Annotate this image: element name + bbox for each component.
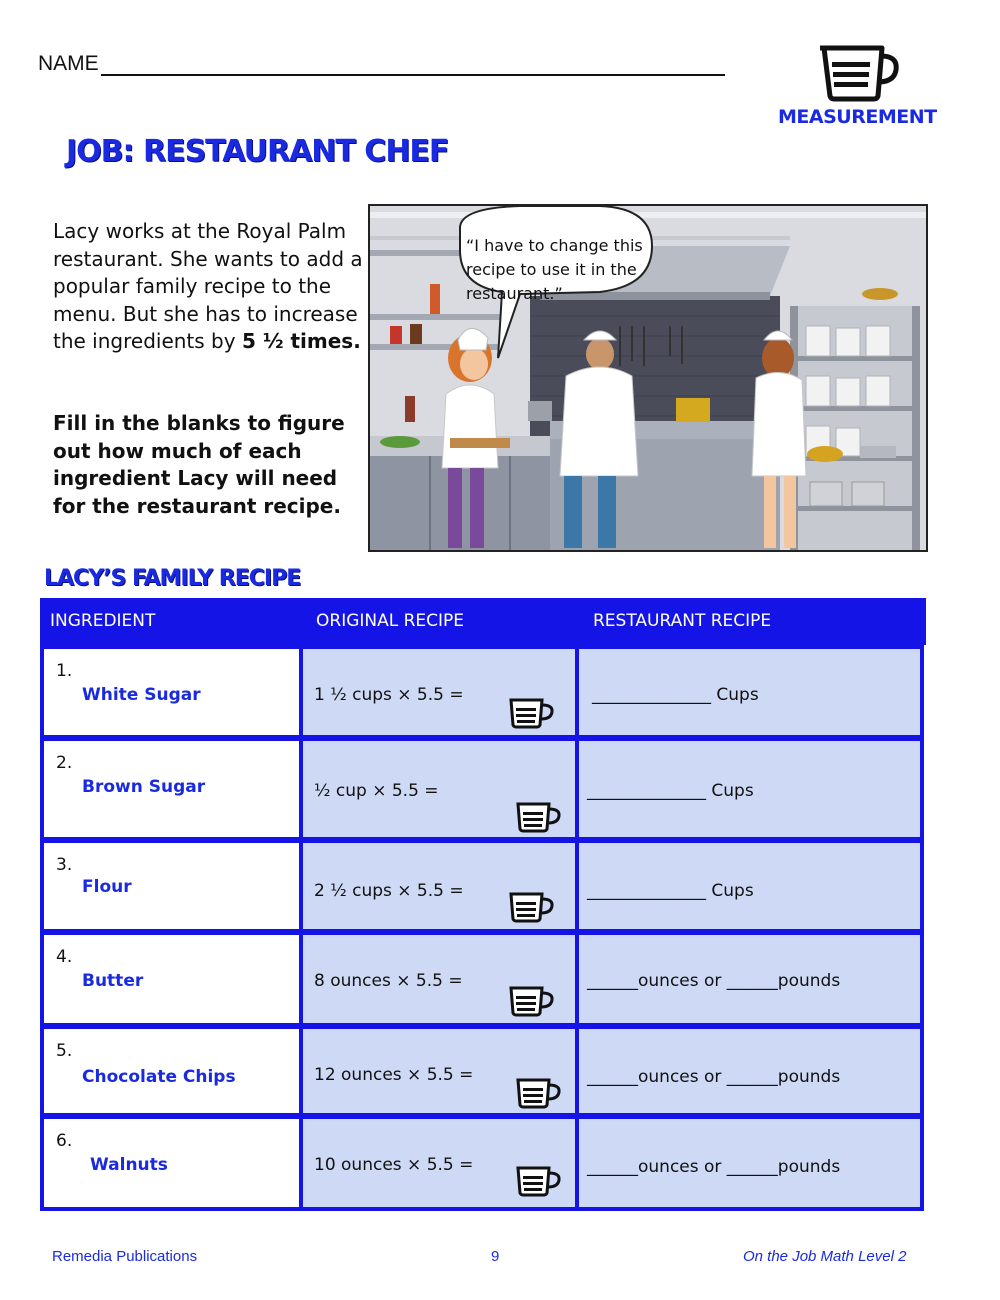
table-row: [44, 1029, 299, 1113]
original-amount-cell: [303, 1029, 575, 1113]
original-amount: 12 ounces × 5.5 =: [314, 1065, 474, 1085]
measuring-cup-icon: [515, 1077, 563, 1109]
restaurant-amount-blank[interactable]: ______________ Cups: [592, 685, 759, 705]
table-row: [44, 1119, 299, 1207]
row-number: 2.: [56, 753, 73, 773]
restaurant-amount-cell[interactable]: [579, 649, 920, 735]
instruction-text: Fill in the blanks to figure out how much of each ingredient Lacy will need for the restaurant recipe.: [53, 411, 345, 518]
restaurant-amount-blank[interactable]: ______ounces or ______pounds: [587, 1067, 841, 1087]
recipe-title: LACY’S FAMILY RECIPE: [44, 566, 301, 591]
measuring-cup-icon: [508, 985, 556, 1017]
speech-bubble-text: “I have to change this recipe to use it in the restaurant.”: [466, 236, 643, 303]
measuring-cup-icon: [515, 801, 563, 833]
table-row: [44, 935, 299, 1023]
original-amount-cell: [303, 935, 575, 1023]
table-row: [44, 649, 299, 735]
restaurant-amount-cell[interactable]: [579, 843, 920, 929]
restaurant-amount-cell[interactable]: [579, 741, 920, 837]
intro-paragraph: [53, 218, 363, 356]
original-amount: 8 ounces × 5.5 =: [314, 971, 463, 991]
recipe-table: [40, 645, 924, 1211]
original-amount: 2 ½ cups × 5.5 =: [314, 881, 464, 901]
intro-text: Lacy works at the Royal Palm restaurant. She wants to add a popular family recipe to the menu. But she has to increase the ingredients by: [53, 219, 363, 353]
row-number: 5.: [56, 1041, 73, 1061]
measuring-cup-icon: [515, 1165, 563, 1197]
kitchen-illustration: [368, 204, 928, 552]
ingredient-name: Butter: [82, 971, 144, 991]
ingredient-name: Chocolate Chips: [82, 1067, 236, 1087]
measuring-cup-icon: [508, 891, 556, 923]
table-row: [44, 843, 299, 929]
row-number: 1.: [56, 661, 73, 681]
row-number: 6.: [56, 1131, 73, 1151]
restaurant-amount-cell[interactable]: [579, 1119, 920, 1207]
original-amount-cell: [303, 1119, 575, 1207]
original-amount: 1 ½ cups × 5.5 =: [314, 685, 464, 705]
intro-multiplier: 5 ½ times.: [241, 329, 361, 353]
restaurant-amount-blank[interactable]: ______ounces or ______pounds: [587, 971, 841, 991]
original-amount: 10 ounces × 5.5 =: [314, 1155, 474, 1175]
original-amount-cell: [303, 843, 575, 929]
name-field[interactable]: [38, 52, 725, 76]
ingredient-name: Flour: [82, 877, 132, 897]
table-header: [40, 598, 926, 645]
page-title: JOB: RESTAURANT CHEF: [66, 134, 449, 169]
column-header-restaurant: RESTAURANT RECIPE: [593, 611, 772, 631]
table-row: [44, 741, 299, 837]
name-line[interactable]: [101, 52, 725, 76]
footer-page-number: 9: [491, 1248, 500, 1265]
restaurant-amount-blank[interactable]: ______________ Cups: [587, 781, 754, 801]
restaurant-amount-cell[interactable]: [579, 935, 920, 1023]
original-amount: ½ cup × 5.5 =: [314, 781, 439, 801]
ingredient-name: White Sugar: [82, 685, 201, 705]
restaurant-amount-blank[interactable]: ______________ Cups: [587, 881, 754, 901]
original-amount-cell: [303, 649, 575, 735]
ingredient-name: Walnuts: [90, 1155, 168, 1175]
column-header-ingredient: INGREDIENT: [50, 611, 156, 631]
measuring-cup-icon: [820, 42, 902, 102]
name-label: NAME: [38, 52, 99, 75]
column-header-original: ORIGINAL RECIPE: [316, 611, 465, 631]
measuring-cup-icon: [508, 697, 556, 729]
category-label: MEASUREMENT: [778, 106, 937, 128]
row-number: 4.: [56, 947, 73, 967]
footer-book-title: On the Job Math Level 2: [743, 1248, 907, 1265]
original-amount-cell: [303, 741, 575, 837]
restaurant-amount-blank[interactable]: ______ounces or ______pounds: [587, 1157, 841, 1177]
footer-publisher: Remedia Publications: [52, 1248, 198, 1265]
ingredient-name: Brown Sugar: [82, 777, 206, 797]
row-number: 3.: [56, 855, 73, 875]
restaurant-amount-cell[interactable]: [579, 1029, 920, 1113]
